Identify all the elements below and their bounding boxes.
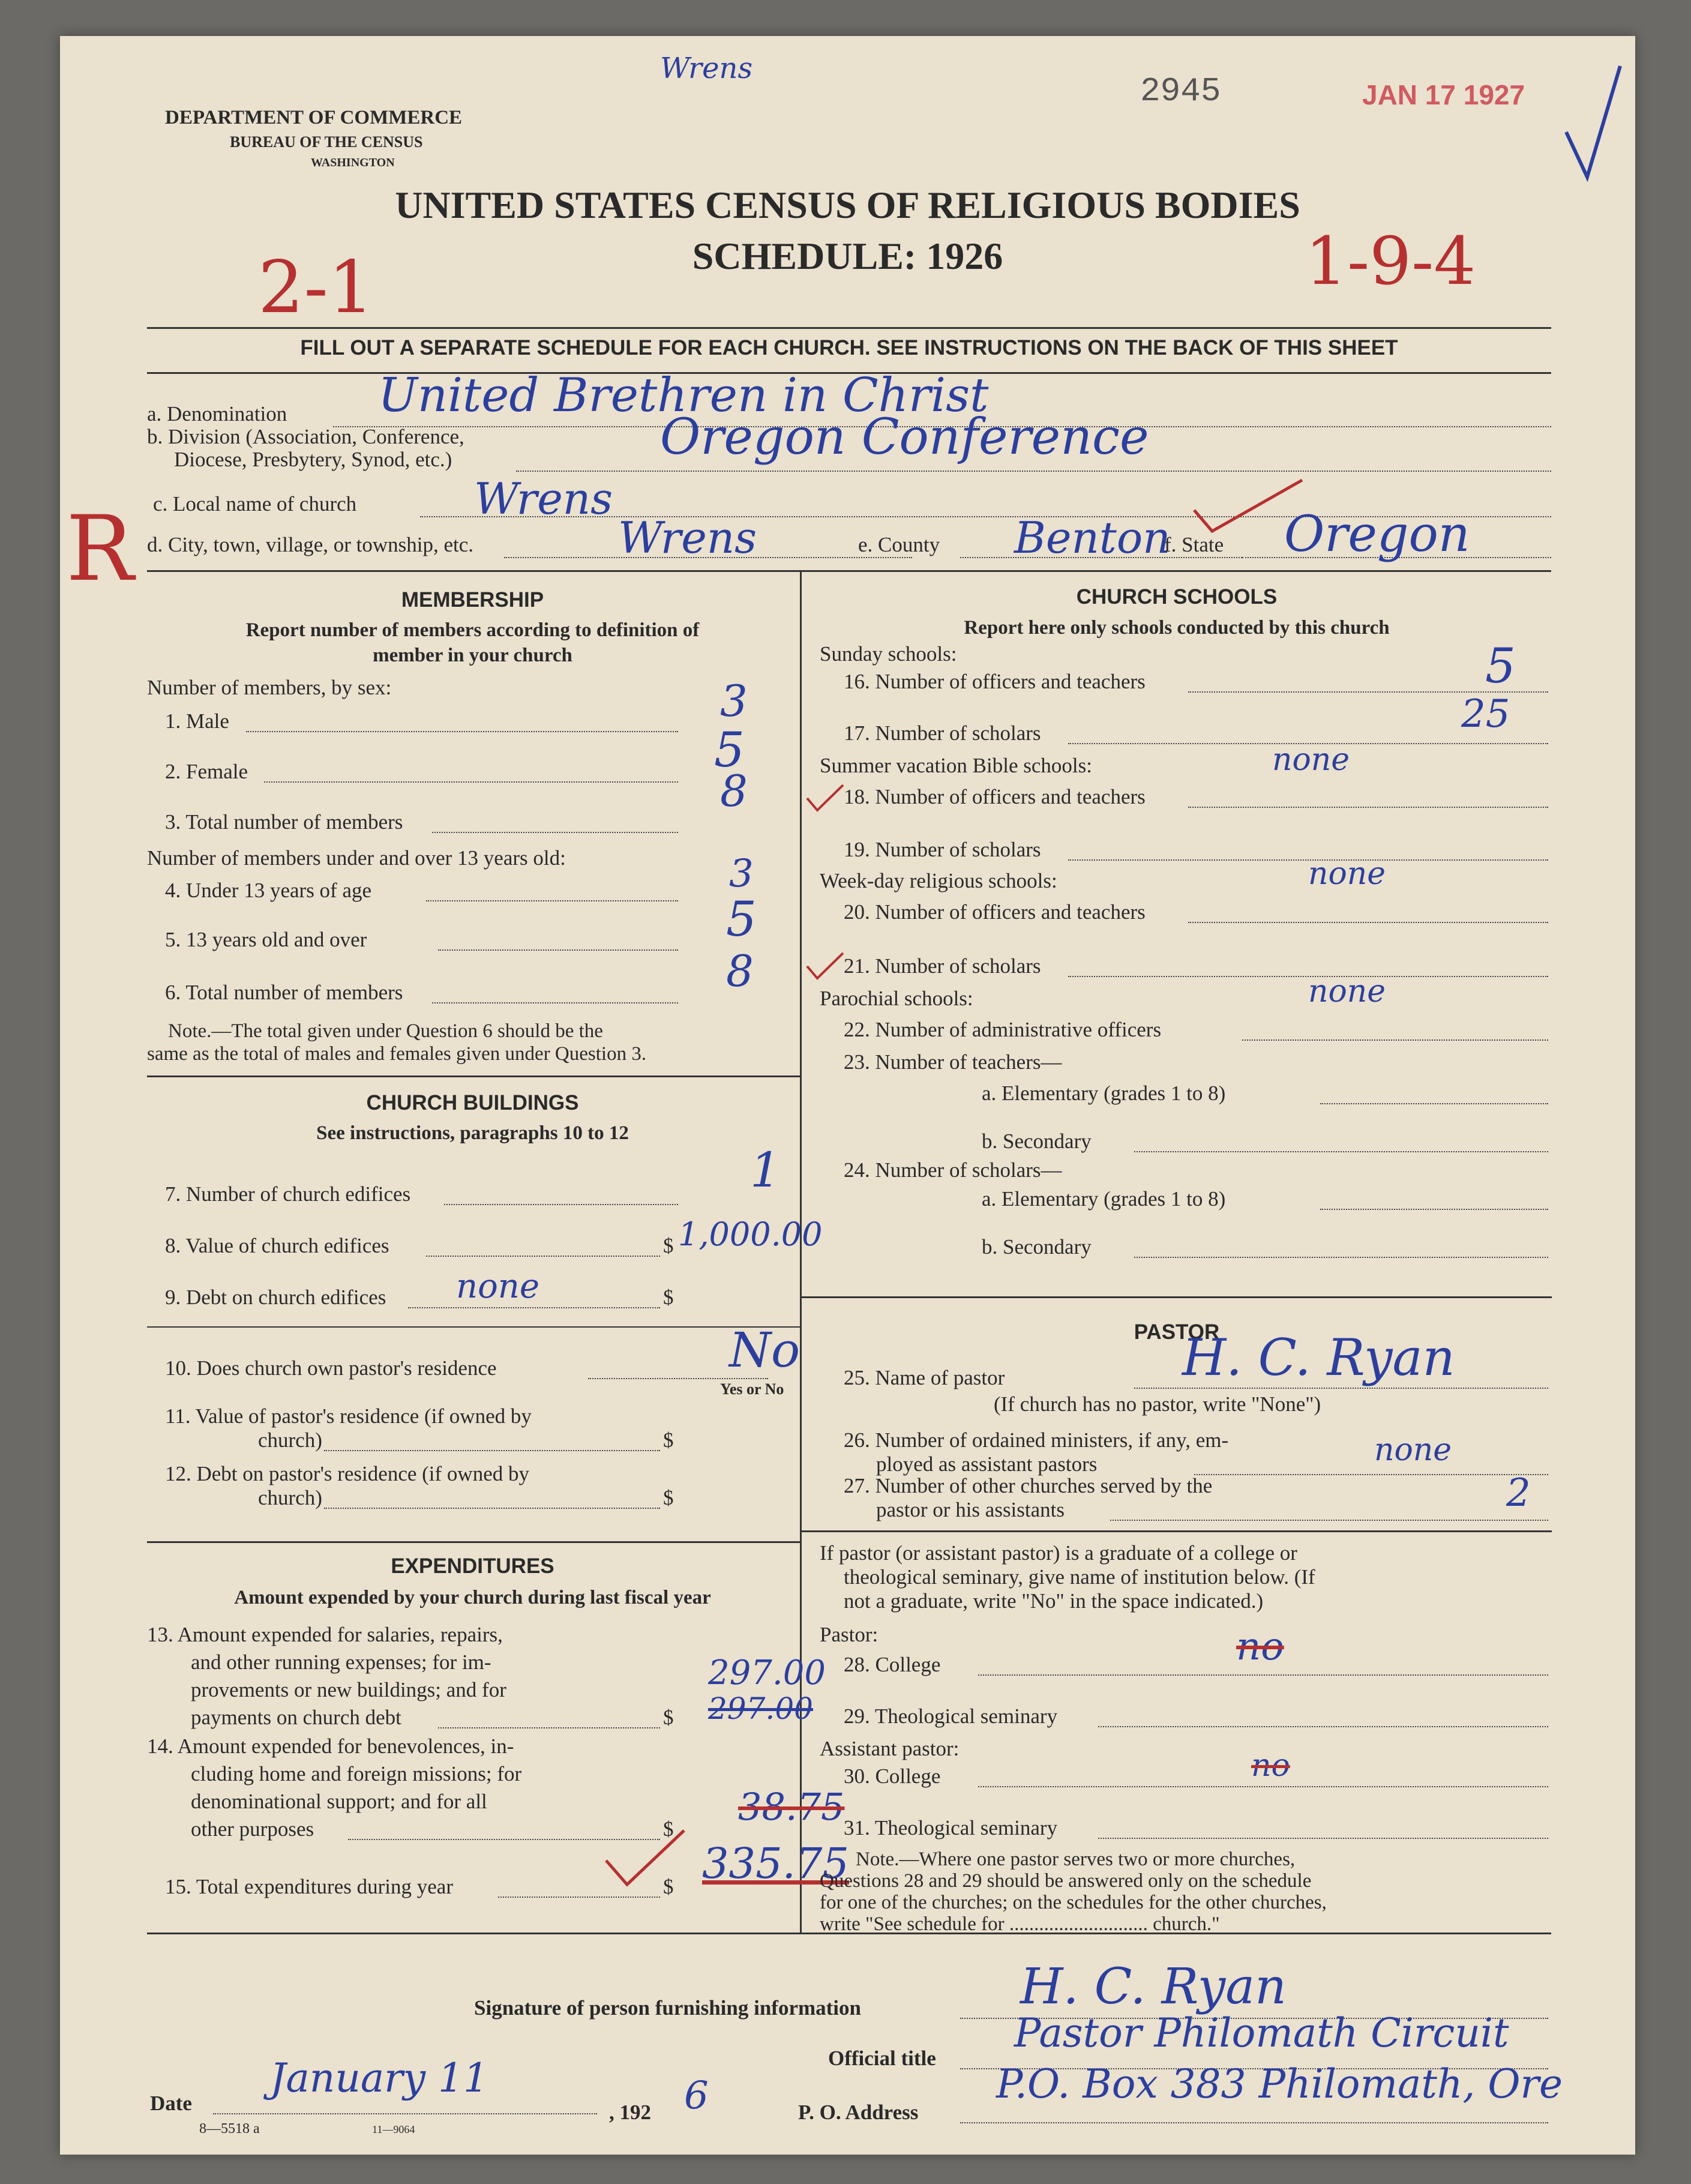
q2-line: [264, 781, 678, 783]
membership-heading: MEMBERSHIP: [401, 588, 544, 612]
schools-rule: [802, 1296, 1552, 1298]
q26-label-1: 26. Number of ordained ministers, if any, em-: [844, 1428, 1229, 1452]
graduate-text-3: not a graduate, write "No" in the space indicated.): [844, 1589, 1264, 1613]
summer-schools-value: none: [1272, 742, 1350, 778]
q11-line: [324, 1450, 660, 1451]
county-label: e. County: [858, 533, 940, 556]
q31-line: [1098, 1838, 1548, 1839]
summer-schools-label: Summer vacation Bible schools:: [820, 754, 1092, 777]
q18-line: [1188, 807, 1548, 808]
q13-label-2: and other running expenses; for im-: [191, 1650, 491, 1674]
members-by-sex-label: Number of members, by sex:: [147, 676, 392, 699]
q15-line: [498, 1897, 660, 1898]
top-town-note: Wrens: [660, 52, 753, 85]
buildings-sub: See instructions, paragraphs 10 to 12: [316, 1122, 629, 1144]
division-label-1: b. Division (Association, Conference,: [147, 425, 464, 448]
q1-male-label: 1. Male: [165, 709, 229, 733]
signature-label: Signature of person furnishing information: [474, 1996, 861, 2020]
q23a-line: [1320, 1103, 1548, 1104]
q22-line: [1242, 1039, 1548, 1041]
q20-line: [1188, 922, 1548, 923]
dept-name: DEPARTMENT OF COMMERCE: [165, 107, 463, 128]
pastor-heading: PASTOR: [1134, 1320, 1220, 1344]
q25-line: [1134, 1388, 1548, 1389]
yes-no-caption: Yes or No: [720, 1380, 784, 1398]
city-value: Wrens: [618, 513, 757, 563]
q19-label: 19. Number of scholars: [844, 838, 1041, 861]
q6-total-label: 6. Total number of members: [165, 981, 403, 1004]
division-value: Oregon Conference: [660, 409, 1149, 466]
q14-label-3: denominational support; and for all: [191, 1790, 487, 1813]
pastor-note-1: Note.—Where one pastor serves two or more churches,: [856, 1849, 1296, 1870]
q28-line: [978, 1674, 1548, 1676]
q14-dollar: $: [663, 1817, 674, 1841]
pastor-sublabel: Pastor:: [820, 1623, 879, 1646]
q1-line: [246, 731, 678, 732]
pastor-note-3: for one of the churches; on the schedules for the other churches,: [820, 1892, 1327, 1913]
bureau-name: BUREAU OF THE CENSUS: [230, 133, 423, 151]
q13-line: [438, 1727, 660, 1728]
q14-label-4: other purposes: [191, 1817, 314, 1841]
q26-line: [1194, 1474, 1548, 1475]
q24a-line: [1320, 1209, 1548, 1210]
q4-line: [426, 900, 678, 901]
q6-line: [432, 1002, 678, 1003]
q26-value: none: [1374, 1432, 1452, 1468]
year-prefix: , 192: [609, 2101, 651, 2124]
q4-under13-label: 4. Under 13 years of age: [165, 879, 372, 902]
pastor-mid-rule: [802, 1530, 1552, 1532]
po-address-label: P. O. Address: [798, 2101, 919, 2124]
total-check-icon: [600, 1825, 690, 1897]
q8-line: [426, 1256, 660, 1257]
q15-label: 15. Total expenditures during year: [165, 1875, 453, 1898]
q21-check-icon: [804, 948, 846, 984]
q30-value: no: [1251, 1748, 1290, 1784]
q27-label-2: pastor or his assistants: [876, 1498, 1065, 1521]
q14-label-2: cluding home and foreign missions; for: [191, 1762, 522, 1785]
parochial-schools-value: none: [1308, 973, 1386, 1009]
header-rule: [147, 327, 1551, 329]
schools-sub: Report here only schools conducted by this church: [964, 617, 1390, 639]
graduate-text-1: If pastor (or assistant pastor) is a graduate of a college or: [820, 1541, 1297, 1565]
q24b-line: [1134, 1257, 1548, 1258]
buildings-heading: CHURCH BUILDINGS: [366, 1091, 579, 1115]
q13-label-3: provements or new buildings; and for: [191, 1678, 506, 1701]
q11-label-1: 11. Value of pastor's residence (if owned by: [165, 1404, 532, 1428]
buildings-rule: [147, 1541, 800, 1543]
q15-value: 335.75: [702, 1839, 849, 1888]
q13-dollar: $: [663, 1706, 674, 1729]
q9-debt-label: 9. Debt on church edifices: [165, 1286, 386, 1309]
q28-value: no: [1236, 1625, 1284, 1669]
q11-dollar: $: [663, 1428, 674, 1452]
q28-label: 28. College: [844, 1653, 941, 1676]
q22-label: 22. Number of administrative officers: [844, 1018, 1162, 1041]
q2-female-value: 5: [714, 722, 745, 778]
q9-line: [408, 1307, 660, 1308]
q15-dollar: $: [663, 1875, 674, 1898]
q1-male-value: 3: [720, 676, 748, 726]
q5-line: [438, 949, 678, 951]
membership-rule: [147, 1075, 800, 1077]
asst-pastor-sublabel: Assistant pastor:: [820, 1737, 960, 1760]
q20-label: 20. Number of officers and teachers: [844, 900, 1146, 924]
q24a-label: a. Elementary (grades 1 to 8): [982, 1187, 1226, 1211]
q23b-line: [1134, 1151, 1548, 1152]
q4-under13-value: 3: [729, 852, 754, 896]
q31-label: 31. Theological seminary: [844, 1816, 1058, 1840]
graduate-text-2: theological seminary, give name of institution below. (If: [844, 1565, 1315, 1589]
membership-sub-2: member in your church: [373, 645, 572, 666]
weekday-schools-label: Week-day religious schools:: [820, 869, 1057, 892]
official-title-label: Official title: [828, 2047, 936, 2070]
q10-residence-label: 10. Does church own pastor's residence: [165, 1356, 497, 1380]
q24-label: 24. Number of scholars—: [844, 1158, 1062, 1182]
division-label-2: Diocese, Presbytery, Synod, etc.): [174, 448, 452, 471]
q2-female-label: 2. Female: [165, 760, 248, 783]
q8-value-label: 8. Value of church edifices: [165, 1234, 389, 1257]
footer-rule: [147, 1933, 1551, 1934]
po-address-value: P.O. Box 383 Philomath, Ore: [996, 2061, 1563, 2107]
q13-label-1: 13. Amount expended for salaries, repairs,: [147, 1623, 503, 1646]
q7-edifices-label: 7. Number of church edifices: [165, 1182, 411, 1206]
q26-label-2: ployed as assistant pastors: [876, 1452, 1098, 1476]
pastor-note-2: Questions 28 and 29 should be answered only on the schedule: [820, 1870, 1312, 1892]
state-label: f. State: [1164, 533, 1224, 556]
po-address-line: [960, 2122, 1548, 2123]
q13-struck-value: 297.00: [708, 1691, 813, 1726]
q21-label: 21. Number of scholars: [844, 954, 1041, 978]
q27-label-1: 27. Number of other churches served by the: [844, 1474, 1213, 1497]
expenditures-sub: Amount expended by your church during last fiscal year: [234, 1587, 711, 1608]
margin-annotation: R: [66, 497, 134, 601]
q25-note: (If church has no pastor, write "None"): [994, 1392, 1321, 1416]
q5-over13-label: 5. 13 years old and over: [165, 928, 367, 951]
signature-value: H. C. Ryan: [1020, 1958, 1287, 2015]
denomination-value: United Brethren in Christ: [378, 369, 989, 423]
q30-line: [978, 1786, 1548, 1787]
form-number: 8—5518 a: [199, 2121, 260, 2137]
state-value: Oregon: [1284, 506, 1470, 563]
q24b-label: b. Secondary: [982, 1235, 1092, 1259]
q29-label: 29. Theological seminary: [844, 1704, 1058, 1728]
q10-residence-value: No: [729, 1322, 800, 1378]
q7-line: [444, 1204, 678, 1205]
local-name-label: c. Local name of church: [153, 492, 357, 516]
q9-debt-value: none: [456, 1267, 539, 1306]
sunday-schools-label: Sunday schools:: [820, 642, 957, 666]
date-label: Date: [150, 2092, 192, 2115]
expenditures-heading: EXPENDITURES: [391, 1554, 554, 1578]
q12-label-2: church): [258, 1486, 322, 1509]
q27-value: 2: [1506, 1471, 1531, 1515]
q23-label: 23. Number of teachers—: [844, 1050, 1062, 1074]
membership-note-1: Note.—The total given under Question 6 should be the: [168, 1020, 603, 1042]
instruction-banner: FILL OUT A SEPARATE SCHEDULE FOR EACH CHURCH. SEE INSTRUCTIONS ON THE BACK OF THIS SHEET: [300, 336, 1398, 359]
q9-dollar: $: [663, 1286, 674, 1309]
q14-label-1: 14. Amount expended for benevolences, in-: [147, 1734, 514, 1758]
q25-label: 25. Name of pastor: [844, 1366, 1005, 1389]
q11-label-2: church): [258, 1428, 322, 1452]
date-value: January 11: [270, 2055, 488, 2101]
form-title: UNITED STATES CENSUS OF RELIGIOUS BODIES: [395, 184, 1300, 226]
q12-line: [324, 1508, 660, 1509]
city-label: d. City, town, village, or township, etc.: [147, 533, 474, 556]
q7-edifices-value: 1: [750, 1142, 781, 1198]
buildings-inner-rule: [147, 1326, 800, 1328]
q17-label: 17. Number of scholars: [844, 721, 1041, 745]
denomination-label: a. Denomination: [147, 402, 287, 426]
q30-label: 30. College: [844, 1764, 941, 1788]
code-left-annotation: 2-1: [258, 246, 374, 329]
q3-line: [432, 832, 678, 833]
division-line: [516, 471, 1551, 472]
q12-label-1: 12. Debt on pastor's residence (if owned by: [165, 1462, 529, 1485]
serial-number: 2945: [1140, 72, 1221, 110]
q10-line: [588, 1378, 768, 1379]
q3-total-value: 8: [720, 766, 748, 816]
membership-sub-1: Report number of members according to definition of: [245, 619, 700, 641]
county-value: Benton: [1014, 513, 1171, 563]
schedule-year: SCHEDULE: 1926: [692, 235, 1003, 277]
check-mark-icon: [1560, 60, 1626, 186]
weekday-schools-value: none: [1308, 856, 1386, 892]
code-right-annotation: 1-9-4: [1305, 223, 1476, 299]
q25-value: H. C. Ryan: [1182, 1328, 1455, 1387]
year-digit: 6: [684, 2074, 709, 2118]
q23a-label: a. Elementary (grades 1 to 8): [982, 1081, 1226, 1105]
membership-note-2: same as the total of males and females given under Question 3.: [147, 1043, 647, 1065]
q3-total-label: 3. Total number of members: [165, 810, 403, 834]
parochial-schools-label: Parochial schools:: [820, 987, 973, 1010]
date-line: [213, 2113, 597, 2114]
q18-label: 18. Number of officers and teachers: [844, 785, 1146, 808]
under-over-label: Number of members under and over 13 years old:: [147, 846, 566, 870]
q27-line: [1110, 1520, 1548, 1521]
q6-total-value: 8: [726, 946, 754, 996]
q18-check-icon: [804, 780, 846, 816]
q14-value: 38.75: [738, 1785, 845, 1829]
official-title-value: Pastor Philomath Circuit: [1014, 2010, 1509, 2056]
pastor-note-4: write "See schedule for ............................ church.": [820, 1913, 1220, 1935]
q8-dollar: $: [663, 1234, 674, 1257]
print-number: 11—9064: [372, 2123, 415, 2135]
census-schedule-sheet: [60, 36, 1635, 2155]
q16-label: 16. Number of officers and teachers: [844, 670, 1146, 693]
bureau-city: WASHINGTON: [311, 156, 395, 169]
q5-over13-value: 5: [726, 891, 757, 947]
q13-value: 297.00: [708, 1653, 826, 1692]
q17-value: 25: [1461, 692, 1510, 736]
schools-heading: CHURCH SCHOOLS: [1076, 585, 1278, 609]
q23b-label: b. Secondary: [982, 1130, 1092, 1153]
q13-label-4: payments on church debt: [191, 1706, 401, 1729]
general-rule: [147, 570, 1551, 572]
received-date-stamp: JAN 17 1927: [1362, 79, 1525, 110]
local-name-value: Wrens: [474, 474, 613, 524]
q12-dollar: $: [663, 1486, 674, 1509]
q16-value: 5: [1485, 638, 1516, 694]
q8-value: 1,000.00: [678, 1215, 823, 1253]
q29-line: [1098, 1726, 1548, 1727]
